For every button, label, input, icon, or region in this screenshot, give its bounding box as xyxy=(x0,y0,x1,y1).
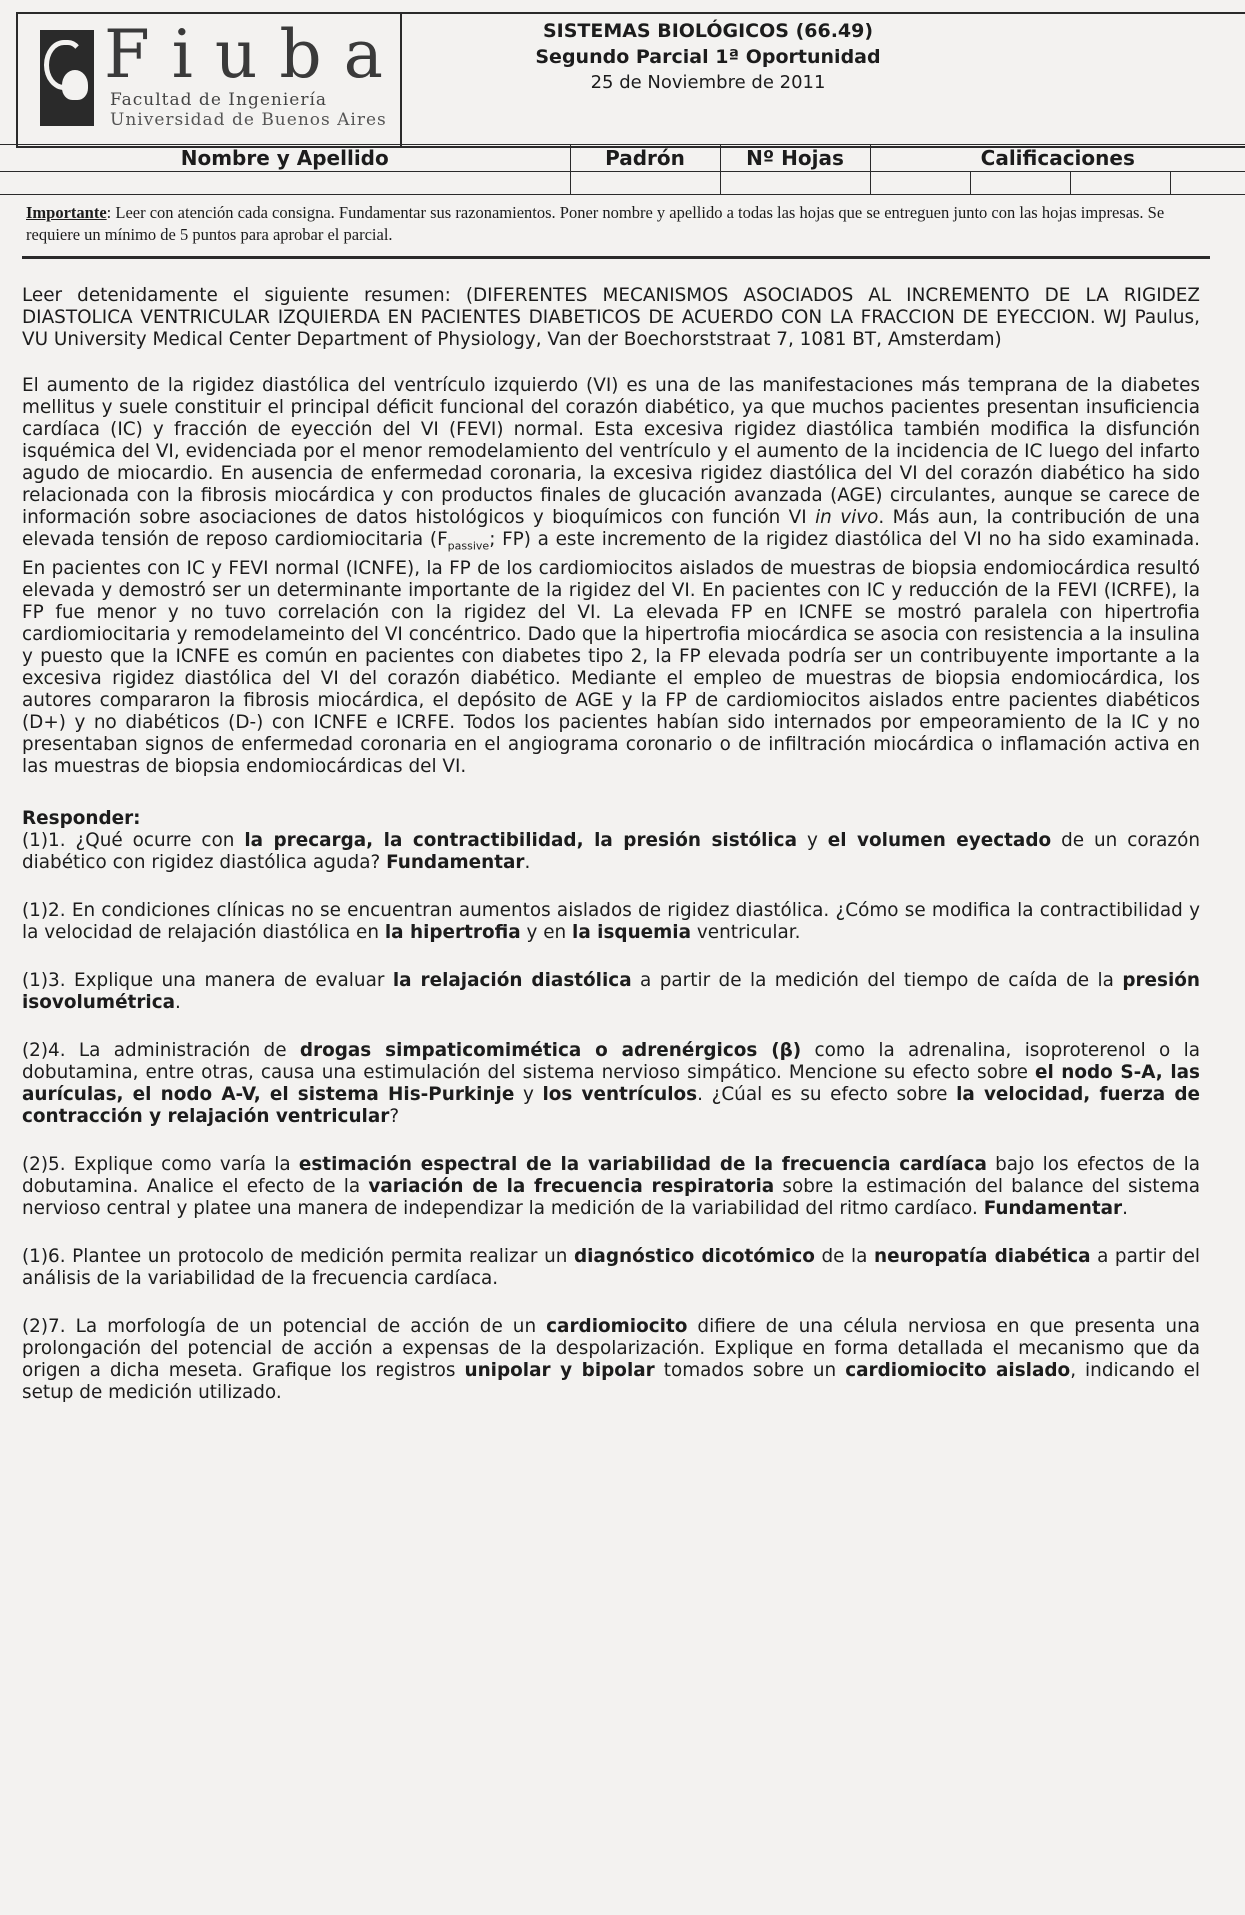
question-text: (2)7. La morfología de un potencial de acción de un xyxy=(22,1315,547,1337)
question-4 xyxy=(22,1040,1200,1128)
question-emphasis: el volumen eyectado xyxy=(827,829,1052,851)
important-notice xyxy=(26,202,1216,246)
exam-date: 25 de Noviembre de 2011 xyxy=(590,72,826,93)
question-6 xyxy=(22,1246,1200,1290)
question-emphasis: la relajación diastólica xyxy=(392,969,632,991)
abstract-paragraph xyxy=(22,375,1200,778)
field-calificacion-2[interactable] xyxy=(970,172,1070,195)
question-emphasis: el nodo S-A, las aurículas, el nodo A-V, el sistema His-Purkinje xyxy=(22,1061,1200,1105)
intro-paragraph: Leer detenidamente el siguiente resumen: (DIFERENTES MECANISMOS ASOCIADOS AL INCREMENTO DE LA RIGIDEZ DIASTOLICA VENTRICULAR IZQUIERDA EN PACIENTES DIABETICOS DE ACUERDO CON LA FRACCION DE EYECCION. WJ Paulus, VU University Medical Center Department of Physiology, Van der Boechorststraat 7, 1081 BT, Amsterdam) xyxy=(22,285,1200,350)
header-n-hojas: Nº Hojas xyxy=(720,145,870,172)
question-text: . xyxy=(1122,1197,1128,1219)
question-text: (1)6. Plantee un protocolo de medición permita realizar un xyxy=(22,1245,574,1267)
header-padron: Padrón xyxy=(570,145,720,172)
question-emphasis: la velocidad, fuerza de contracción y relajación ventricular xyxy=(22,1083,1200,1127)
question-7 xyxy=(22,1316,1200,1404)
question-emphasis: estimación espectral de la variabilidad de la frecuencia cardíaca xyxy=(298,1153,987,1175)
important-label: Importante xyxy=(26,203,107,222)
question-text: bajo los efectos de la dobutamina. Analice el efecto de la xyxy=(22,1153,1200,1197)
question-text: a partir de la medición del tiempo de caída de la xyxy=(631,969,1123,991)
field-calificacion-3[interactable] xyxy=(1070,172,1170,195)
question-3 xyxy=(22,970,1200,1014)
question-1 xyxy=(22,830,1200,874)
field-calificacion-1[interactable] xyxy=(870,172,970,195)
exam-header xyxy=(16,12,1245,148)
question-emphasis: la hipertrofia xyxy=(384,921,521,943)
abstract-text-2: . Más aun, la contribución de una elevada tensión de reposo cardiomiocitaria (F xyxy=(22,507,1200,550)
question-emphasis: la isquemia xyxy=(572,921,692,943)
question-emphasis: Fundamentar xyxy=(983,1197,1123,1219)
question-text: difiere de una célula nerviosa en que presenta una prolongación del potencial de acción a expensas de la despolarización. Explique en forma detallada el mecanismo que da origen a dicha meseta. Grafique los registros xyxy=(22,1315,1200,1381)
question-text: tomados sobre un xyxy=(654,1359,846,1381)
abstract-subscript: passive xyxy=(447,539,490,553)
responder-heading: Responder: xyxy=(22,807,141,829)
question-text: ? xyxy=(389,1105,400,1127)
question-text: y xyxy=(797,829,828,851)
field-n-hojas[interactable] xyxy=(720,172,870,195)
header-nombre-apellido: Nombre y Apellido xyxy=(0,145,570,172)
header-calificaciones: Calificaciones xyxy=(870,145,1245,172)
divider xyxy=(22,256,1210,259)
exam-title: Segundo Parcial 1ª Oportunidad xyxy=(535,46,881,68)
field-nombre-apellido[interactable] xyxy=(0,172,570,195)
question-text: , indicando el setup de medición utilizado. xyxy=(22,1359,1201,1403)
question-emphasis: cardiomiocito aislado xyxy=(845,1359,1071,1381)
question-text: de la xyxy=(814,1245,874,1267)
abstract-text-3: ; FP) a este incremento de la rigidez diastólica del VI no ha sido examinada. En pacientes con IC y FEVI normal (ICNFE), la FP de los cardiomiocitos aislados de muestras de biopsia endomiocárdica resultó elevada y demostró ser un determinante importante de la rigidez del VI. En pacientes con IC y reducción de la FEVI (ICRFE), la FP fue menor y no tuvo correlación con la rigidez del VI. La elevada FP en ICNFE se mostró paralela con hipertrofia cardiomiocitaria y remodelameinto del VI concéntrico. Dado que la hipertrofia miocárdica se asocia con resistencia a la insulina y puesto que la ICNFE es común en pacientes con diabetes tipo 2, la FP elevada podría ser un contribuyente importante a la excesiva rigidez diastólica del VI del corazón diabético. Mediante el empleo de muestras de biopsia endomiocárdica, los autores compararon la fibrosis miocárdica, el depósito de AGE y la FP de cardiomiocitos aislados entre pacientes diabéticos (D+) y no diabéticos (D-) con ICNFE e ICRFE. Todos los pacientes habían sido internados por empeoramiento de la IC y no presentaban signos de enfermedad coronaria en el angiograma coronario o de infiltración miocárdica o inflamación activa en las muestras de biopsia endomiocárdicas del VI. xyxy=(22,529,1200,777)
question-text: (1)3. Explique una manera de evaluar xyxy=(22,969,393,991)
logo-title: Fiuba xyxy=(104,16,406,93)
abstract-italic: in vivo xyxy=(815,507,879,528)
field-calificacion-4[interactable] xyxy=(1170,172,1245,195)
fiuba-emblem-icon xyxy=(40,30,94,126)
question-text: a partir del análisis de la variabilidad de la frecuencia cardíaca. xyxy=(22,1245,1200,1289)
important-text: : Leer con atención cada consigna. Fundamentar sus razonamientos. Poner nombre y apellido a todas las hojas que se entreguen junto con las hojas impresas. Se requiere un mínimo de 5 puntos para aprobar el parcial. xyxy=(26,203,1165,244)
question-emphasis: la precarga, la contractibilidad, la presión sistólica xyxy=(244,829,797,851)
question-emphasis: presión isovolumétrica xyxy=(22,969,1200,1013)
logo-university: Universidad de Buenos Aires xyxy=(110,110,387,130)
exam-body xyxy=(22,285,1200,1430)
questions-list xyxy=(22,830,1200,1404)
question-emphasis: neuropatía diabética xyxy=(874,1245,1091,1267)
course-title: SISTEMAS BIOLÓGICOS (66.49) xyxy=(542,20,874,42)
abstract-text-1: El aumento de la rigidez diastólica del ventrículo izquierdo (VI) es una de las manifestaciones más temprana de la diabetes mellitus y suele constituir el principal déficit funcional del corazón diabético, ya que muchos pacientes presentan insuficiencia cardíaca (IC) y fracción de eyección del VI (FEVI) normal. Esta excesiva rigidez diastólica también modifica la disfunción isquémica del VI, evidenciada por el menor remodelamiento del ventrículo y el aumento de la incidencia de IC luego del infarto agudo de miocardio. En ausencia de enfermedad coronaria, la excesiva rigidez diastólica del VI del corazón diabético ha sido relacionada con la fibrosis miocárdica y con productos finales de glucación avanzada (AGE) circulantes, aunque se carece de información sobre asociaciones de datos histológicos y bioquímicos con función VI xyxy=(22,375,1200,528)
question-emphasis: los ventrículos xyxy=(542,1083,698,1105)
question-text: y en xyxy=(520,921,573,943)
question-emphasis: variación de la frecuencia respiratoria xyxy=(368,1175,775,1197)
question-text: (2)5. Explique como varía la xyxy=(22,1153,299,1175)
question-text: de un corazón diabético con rigidez diastólica aguda? xyxy=(22,829,1200,873)
question-text: . ¿Cúal es su efecto sobre xyxy=(697,1083,957,1105)
question-text: (2)4. La administración de xyxy=(22,1039,300,1061)
question-emphasis: unipolar y bipolar xyxy=(464,1359,655,1381)
logo-faculty: Facultad de Ingeniería xyxy=(110,90,328,110)
question-emphasis: drogas simpaticomimética o adrenérgicos (β) xyxy=(299,1039,802,1061)
question-text: sobre la estimación del balance del sistema nervioso central y platee una manera de independizar la medición de la variabilidad del ritmo cardíaco. xyxy=(22,1175,1200,1219)
question-text: . xyxy=(524,851,531,873)
question-text: (1)2. En condiciones clínicas no se encuentran aumentos aislados de rigidez diastólica. ¿Cómo se modifica la contractibilidad y la velocidad de relajación diastólica en xyxy=(22,899,1200,943)
question-emphasis: cardiomiocito xyxy=(546,1315,688,1337)
question-text: (1)1. ¿Qué ocurre con xyxy=(22,829,245,851)
field-padron[interactable] xyxy=(570,172,720,195)
question-emphasis: diagnóstico dicotómico xyxy=(573,1245,815,1267)
question-text: como la adrenalina, isoproterenol o la dobutamina, entre otras, causa una estimulación del sistema nervioso simpático. Mencione su efecto sobre xyxy=(22,1039,1200,1083)
question-text: y xyxy=(514,1083,543,1105)
question-5 xyxy=(22,1154,1200,1220)
question-2 xyxy=(22,900,1200,944)
student-id-table xyxy=(0,144,1245,195)
question-text: . xyxy=(175,991,181,1013)
question-text: ventricular. xyxy=(691,921,801,943)
fiuba-logo xyxy=(16,14,406,146)
question-emphasis: Fundamentar xyxy=(386,851,525,873)
